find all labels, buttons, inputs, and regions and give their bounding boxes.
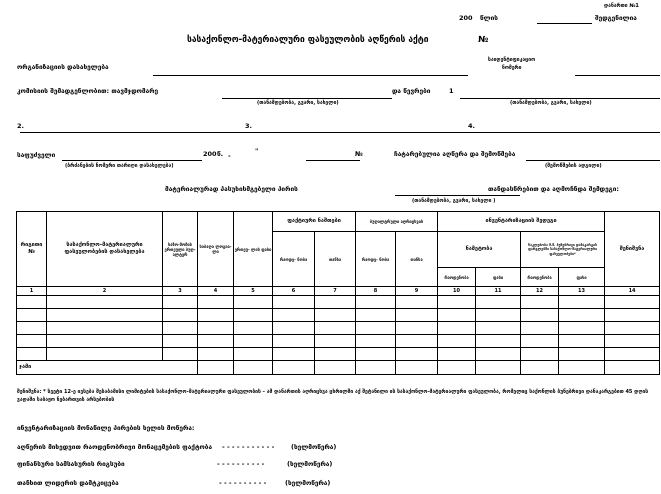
org-name-label: ორგანიზაციის დასახელება [17, 63, 109, 71]
table-cell[interactable] [476, 309, 521, 322]
header-shortage-sum: ფასი [559, 268, 605, 287]
table-cell[interactable] [356, 348, 396, 361]
table-cell[interactable] [605, 361, 660, 375]
column-number: 1 [17, 287, 47, 296]
column-number: 3 [163, 287, 198, 296]
inventory-label: ჩატარებულია აღწერა და შემოწმება [394, 150, 516, 158]
table-cell[interactable] [396, 361, 438, 375]
table-cell[interactable] [163, 296, 198, 309]
tax-id-label-line2: ნომერი [502, 65, 522, 71]
header-account: საბაღა ლოგია- ლი [198, 212, 234, 287]
compiled-label: შედგენილია [595, 14, 637, 22]
table-cell[interactable] [476, 361, 521, 375]
table-cell[interactable] [17, 296, 47, 309]
table-cell[interactable] [315, 335, 356, 348]
members-line[interactable] [20, 132, 660, 133]
column-number: 13 [559, 287, 605, 296]
table-cell[interactable] [273, 309, 315, 322]
table-cell[interactable] [559, 361, 605, 375]
header-actual-balance: ფაქტიური ნაშთები [273, 212, 356, 232]
header-actual-sum: თანხა [315, 232, 356, 287]
inventory-place-field[interactable] [526, 160, 660, 161]
table-cell[interactable] [605, 296, 660, 309]
responsible-right-label: თანდასწრებით და აღმოჩნდა შემდეგი: [488, 185, 619, 193]
tax-id-label-line1: საიდენტიფიკაციო [488, 57, 536, 63]
header-shortage: ნაკლებობა მ.შ. ბუნებრივი დანაკარგის ფარგლებში სასაქონლო-მატერიალური ფასეულობები* [521, 232, 605, 268]
header-accounting: ბუღალტრული აღრიცხვის [356, 212, 438, 232]
commission-label: კომისიის შემადგენლობით: თავმჯდომარე [17, 87, 159, 95]
header-note: შენიშვნა [605, 212, 660, 287]
table-cell[interactable] [198, 309, 234, 322]
table-cell[interactable] [47, 309, 163, 322]
document-number-sign: № [478, 35, 489, 45]
column-number-row [17, 287, 660, 296]
column-number: 6 [273, 287, 315, 296]
member-1-index: 1 [449, 87, 454, 95]
basis-quote: " [255, 147, 259, 155]
basis-year: 200 [203, 150, 217, 158]
table-cell[interactable] [356, 361, 396, 375]
document-title: სასაქონლო-მატერიალური ფასეულობის აღწერის აქტი [187, 35, 429, 45]
signature-label-2: ფინანსური სამსახურის რიგსუბი [17, 460, 125, 468]
table-cell[interactable] [47, 296, 163, 309]
header-unit: საზო-მომის ერთეული ბუღ- ალტერ [163, 212, 198, 287]
table-cell[interactable] [559, 296, 605, 309]
table-cell[interactable] [438, 348, 476, 361]
table-cell[interactable] [47, 322, 163, 335]
header-item-name: სასაქონლო-მატერიალური ფასეულობების დასახელება [47, 212, 163, 287]
table-cell[interactable] [605, 309, 660, 322]
header-surplus: ნამეტობა [438, 232, 521, 268]
table-cell[interactable] [234, 296, 273, 309]
table-cell[interactable] [438, 335, 476, 348]
table-cell[interactable] [356, 335, 396, 348]
table-cell[interactable] [396, 335, 438, 348]
table-cell[interactable] [521, 296, 559, 309]
table-cell[interactable] [559, 335, 605, 348]
table-cell[interactable] [396, 296, 438, 309]
signature-caption-1: (ხელმოწერა) [291, 443, 337, 451]
table-cell[interactable] [273, 348, 315, 361]
table-cell[interactable] [315, 309, 356, 322]
table-cell[interactable] [17, 335, 47, 348]
header-shortage-qty: რაოდენობა [521, 268, 559, 287]
table-cell[interactable] [163, 348, 198, 361]
table-cell[interactable] [521, 309, 559, 322]
table-cell[interactable] [234, 348, 273, 361]
signature-line-1[interactable]: - - - - - - - - - - - [222, 443, 275, 451]
inventory-table [16, 211, 660, 375]
table-cell[interactable] [559, 348, 605, 361]
column-number: 12 [521, 287, 559, 296]
table-cell[interactable] [234, 309, 273, 322]
table-cell[interactable] [315, 361, 356, 375]
table-cell[interactable] [17, 348, 47, 361]
column-number: 10 [438, 287, 476, 296]
table-row [17, 348, 660, 361]
total-label: ჯამი [17, 361, 198, 375]
table-row [17, 309, 660, 322]
basis-field[interactable] [62, 160, 202, 161]
table-cell[interactable] [198, 296, 234, 309]
signatures-heading: ინვენტარიზაციის მონაწილე პირების ხელის მოწერა: [17, 424, 195, 432]
member-1-caption: (თანამდებობა, გვარი, სახელი) [510, 100, 592, 106]
table-cell[interactable] [605, 322, 660, 335]
table-row [17, 335, 660, 348]
appendix-label: დანართი №1 [604, 3, 639, 9]
basis-label: საფუძველი [17, 151, 56, 159]
basis-dash: - [228, 152, 231, 160]
date-line[interactable] [537, 23, 592, 24]
signature-line-3[interactable]: - - - - - - - - - - [219, 479, 267, 487]
table-cell[interactable] [438, 322, 476, 335]
table-cell[interactable] [273, 322, 315, 335]
table-cell[interactable] [396, 309, 438, 322]
footnote: შენიშვნა: * სვეტი 12-ე ივსება შესაბამისი ლიმიტების სასაქონლო-მატერიალური ფასეულობის – ამ დანართის აღრიცხვა ცხრილში აქ შეტანილი ის სასაქონლო-მატერიალური ფასეულობა, რომელიც საქონლის ბუნებრივი დანაკარგებით 45 დღის ვადაში საბაჟო ნებართვის არსებობის [17, 389, 649, 403]
column-number: 5 [234, 287, 273, 296]
column-number: 4 [198, 287, 234, 296]
table-cell[interactable] [476, 348, 521, 361]
table-cell[interactable] [396, 348, 438, 361]
table-cell[interactable] [273, 296, 315, 309]
table-cell[interactable] [163, 309, 198, 322]
header-inventory-result: ინვენტარიზაციის შედეგი [438, 212, 605, 232]
column-number: 7 [315, 287, 356, 296]
table-cell[interactable] [198, 348, 234, 361]
total-row [17, 361, 660, 375]
responsible-caption: (თანამდებობა, გვარი, სახელი ) [412, 198, 496, 204]
column-number: 11 [476, 287, 521, 296]
table-cell[interactable] [521, 348, 559, 361]
table-cell[interactable] [17, 309, 47, 322]
org-name-field[interactable] [153, 75, 468, 76]
table-row [17, 322, 660, 335]
responsible-field[interactable] [395, 195, 520, 196]
member-2-index: 2. [17, 122, 24, 130]
members-label: და წევრები [392, 87, 431, 95]
inventory-caption: (შემოწმების ადგილი) [545, 163, 602, 169]
table-row [17, 296, 660, 309]
header-unit-price: ერთეუ- ლის ფასი [234, 212, 273, 287]
header-actual-qty: რაოდე- ნობა [273, 232, 315, 287]
table-cell[interactable] [356, 296, 396, 309]
table-cell[interactable] [521, 361, 559, 375]
year-prefix: 200 [459, 14, 473, 22]
table-cell[interactable] [198, 361, 234, 375]
table-cell[interactable] [476, 335, 521, 348]
table-cell[interactable] [559, 322, 605, 335]
table-cell[interactable] [163, 322, 198, 335]
table-cell[interactable] [273, 335, 315, 348]
column-number: 14 [605, 287, 660, 296]
tax-id-field[interactable] [575, 75, 660, 76]
basis-number-sign: № [355, 150, 363, 158]
table-cell[interactable] [273, 361, 315, 375]
header-accounting-qty: რაოდე- ნობა [356, 232, 396, 287]
table-cell[interactable] [163, 335, 198, 348]
column-number: 8 [356, 287, 396, 296]
header-accounting-sum: თანხა [396, 232, 438, 287]
basis-number-field[interactable] [306, 160, 360, 161]
table-cell[interactable] [198, 335, 234, 348]
table-cell[interactable] [198, 322, 234, 335]
table-cell[interactable] [234, 361, 273, 375]
signature-line-2[interactable]: - - - - - - - - - - [217, 460, 265, 468]
table-cell[interactable] [605, 335, 660, 348]
signature-label-3: თანხით ლიდერის დამტკიცება [17, 479, 119, 487]
column-number: 2 [47, 287, 163, 296]
table-cell[interactable] [521, 335, 559, 348]
table-cell[interactable] [315, 348, 356, 361]
year-word: წლის [480, 14, 498, 22]
table-cell[interactable] [315, 322, 356, 335]
member-4-index: 4. [468, 122, 475, 130]
chairman-caption: (თანამდებობა, გვარი, სახელი) [257, 100, 339, 106]
column-number: 9 [396, 287, 438, 296]
table-cell[interactable] [559, 309, 605, 322]
table-cell[interactable] [438, 361, 476, 375]
member-1-field[interactable] [460, 98, 660, 99]
table-cell[interactable] [476, 296, 521, 309]
member-3-index: 3. [245, 122, 252, 130]
header-surplus-sum: ფასი [476, 268, 521, 287]
responsible-label: მატერიალურად პასუხისმგებელი პირის [165, 185, 298, 193]
table-cell[interactable] [315, 296, 356, 309]
table-cell[interactable] [605, 348, 660, 361]
signature-caption-2: (ხელმოწერა) [287, 460, 333, 468]
table-cell[interactable] [476, 322, 521, 335]
header-row-number: რიგითი № [17, 212, 47, 287]
table-cell[interactable] [17, 322, 47, 335]
table-cell[interactable] [234, 322, 273, 335]
table-cell[interactable] [396, 322, 438, 335]
table-cell[interactable] [438, 296, 476, 309]
header-surplus-qty: რაოდენობა [438, 268, 476, 287]
basis-year-abbr: წ. [217, 150, 224, 158]
table-cell[interactable] [438, 309, 476, 322]
chairman-field[interactable] [222, 98, 392, 99]
table-cell[interactable] [47, 348, 163, 361]
signature-caption-3: (ხელმოწერა) [285, 479, 331, 487]
signature-label-1: აღწერის მიხედვით რაოდენობრივი მონაცემების ფაქტობა [17, 443, 213, 451]
table-cell[interactable] [356, 322, 396, 335]
table-cell[interactable] [521, 322, 559, 335]
table-cell[interactable] [47, 335, 163, 348]
table-cell[interactable] [234, 335, 273, 348]
basis-caption: (ბრძანების ნომერი თარიღი დასახელება) [65, 163, 174, 169]
table-cell[interactable] [356, 309, 396, 322]
